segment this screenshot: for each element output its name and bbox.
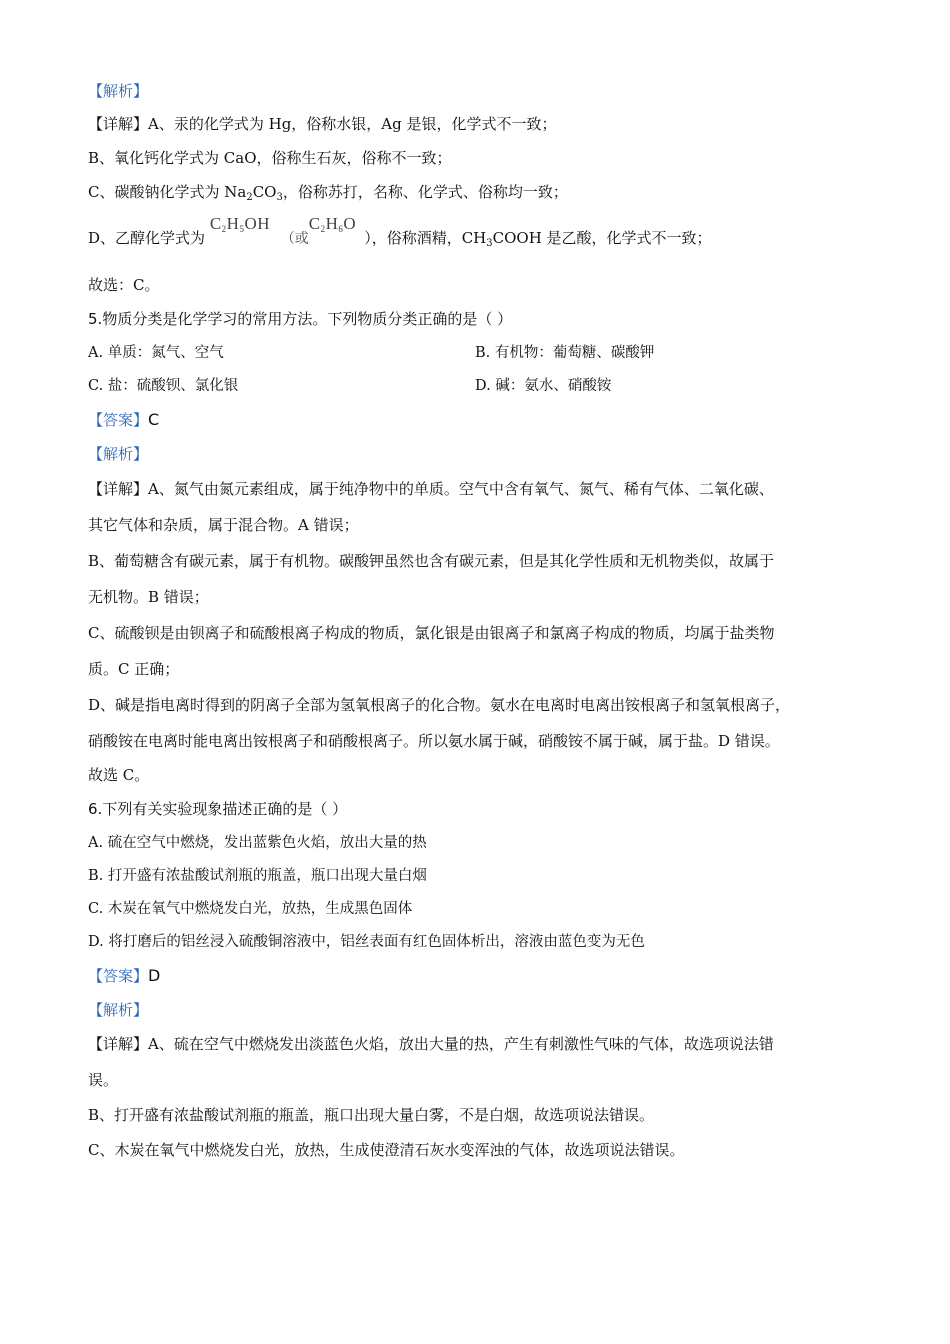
q6-analysis-label: 【解析】 <box>88 1001 149 1019</box>
ethanol-formula: $C_2H_5OH$ <box>209 214 270 234</box>
q5-detail-line: 其它气体和杂质，属于混合物。A 错误； <box>88 516 359 534</box>
q4-choice: 故选：C。 <box>88 276 160 294</box>
answer-label: 【答案】 <box>88 411 149 429</box>
q5-analysis-label: 【解析】 <box>88 445 149 463</box>
q5-choice: 故选 C。 <box>88 766 150 784</box>
q4-analysis-label: 【解析】 <box>88 82 149 100</box>
q5-stem <box>88 308 512 330</box>
detail-text: A、硫在空气中燃烧发出淡蓝色火焰，放出大量的热，产生有刺激性气味的气体，故选项说法错 <box>148 1035 774 1053</box>
detail-prefix: 【详解】 <box>88 1035 149 1053</box>
q5-answer <box>88 409 159 431</box>
detail-text: ，俗称苏打，名称、化学式、俗称均一致； <box>282 183 568 201</box>
question-stem: .物质分类是化学学习的常用方法。下列物质分类正确的是（ ） <box>97 310 513 328</box>
q6-detail-line: C、木炭在氧气中燃烧发白光，放热，生成使澄清石灰水变浑浊的气体，故选项说法错误。 <box>88 1141 685 1159</box>
detail-text: A、汞的化学式为 Hg，俗称水银，Ag 是银，化学式不一致； <box>148 115 557 133</box>
detail-prefix: 【详解】 <box>88 115 149 133</box>
answer-value: C <box>148 410 160 429</box>
q5-detail-line: 无机物。B 错误； <box>88 588 209 606</box>
detail-text: A、氮气由氮元素组成，属于纯净物中的单质。空气中含有氧气、氮气、稀有气体、二氧化碳、 <box>148 480 774 498</box>
q5-option-a: A. 单质：氮气、空气 <box>88 345 224 361</box>
q5-option-b: B. 有机物：葡萄糖、碳酸钾 <box>475 345 655 361</box>
q6-detail-line <box>88 1033 774 1055</box>
q6-option-a: A. 硫在空气中燃烧，发出蓝紫色火焰，放出大量的热 <box>88 835 427 851</box>
q6-option-c: C. 木炭在氧气中燃烧发白光，放热，生成黑色固体 <box>88 901 413 917</box>
q5-option-c: C. 盐：硫酸钡、氯化银 <box>88 378 239 394</box>
detail-text: COOH 是乙酸，化学式不一致； <box>492 229 712 247</box>
q4-detail-c <box>88 181 568 209</box>
q4-detail-d <box>88 214 712 255</box>
detail-text: ），俗称酒精，CH <box>364 229 487 247</box>
q5-detail-line: C、硫酸钡是由钡离子和硫酸根离子构成的物质，氯化银是由银离子和氯离子构成的物质，均属于盐类物 <box>88 624 775 642</box>
question-number: 6 <box>88 800 98 818</box>
subscript: 3 <box>276 192 283 203</box>
detail-text: （或 <box>280 231 309 247</box>
q5-detail-line: D、碱是指电离时得到的阴离子全部为氢氧根离子的化合物。氨水在电离时电离出铵根离子和氢氧根离子， <box>88 696 791 714</box>
question-stem: .下列有关实验现象描述正确的是（ ） <box>97 800 348 818</box>
q4-detail-a <box>88 113 557 135</box>
answer-label: 【答案】 <box>88 967 149 985</box>
subscript: 2 <box>246 192 253 203</box>
q6-option-b: B. 打开盛有浓盐酸试剂瓶的瓶盖，瓶口出现大量白烟 <box>88 868 427 884</box>
q6-stem <box>88 798 347 820</box>
detail-text: CO <box>252 183 277 201</box>
q5-option-d: D. 碱：氨水、硝酸铵 <box>475 378 612 394</box>
subscript: 3 <box>486 238 493 249</box>
answer-value: D <box>148 966 161 985</box>
q5-detail-line <box>88 478 774 500</box>
detail-prefix: 【详解】 <box>88 480 149 498</box>
q5-detail-line: 硝酸铵在电离时能电离出铵根离子和硝酸根离子。所以氨水属于碱，硝酸铵不属于碱，属于盐。D 错误。 <box>88 732 780 750</box>
q5-detail-line: 质。C 正确； <box>88 660 180 678</box>
ethanol-formula-alt: $C_2H_6O$ <box>308 214 357 234</box>
q5-detail-line: B、葡萄糖含有碳元素，属于有机物。碳酸钾虽然也含有碳元素，但是其化学性质和无机物类似，故属于 <box>88 552 775 570</box>
detail-text: D、乙醇化学式为 <box>88 229 206 247</box>
q4-detail-b: B、氧化钙化学式为 CaO，俗称生石灰，俗称不一致； <box>88 149 452 167</box>
q6-detail-line: B、打开盛有浓盐酸试剂瓶的瓶盖，瓶口出现大量白雾，不是白烟，故选项说法错误。 <box>88 1106 655 1124</box>
detail-text: C、碳酸钠化学式为 Na <box>88 183 247 201</box>
question-number: 5 <box>88 310 98 328</box>
q6-answer <box>88 965 160 987</box>
q6-option-d: D. 将打磨后的铝丝浸入硫酸铜溶液中，铝丝表面有红色固体析出，溶液由蓝色变为无色 <box>88 934 645 950</box>
q6-detail-line: 误。 <box>88 1071 119 1089</box>
